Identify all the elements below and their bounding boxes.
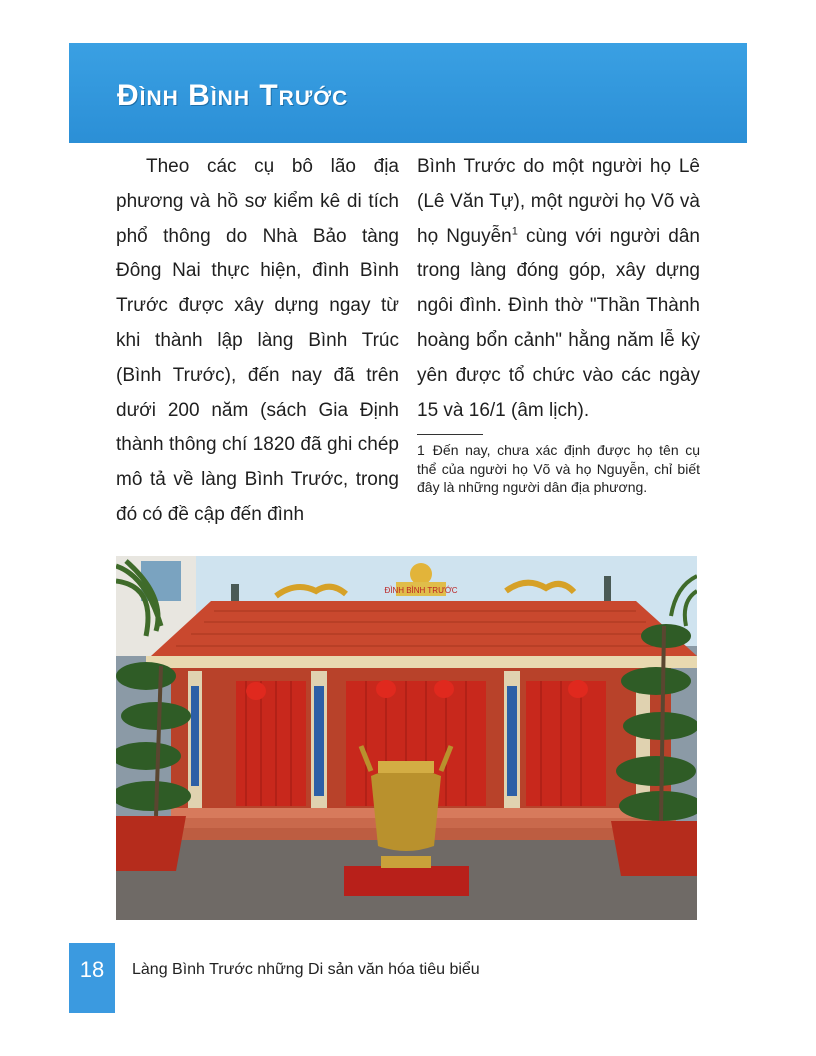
book-subtitle: những Di sản văn hóa tiêu biểu <box>252 961 480 978</box>
title-banner <box>69 43 747 143</box>
right-column <box>417 150 700 497</box>
right-column-text-part1: Bình Trước do một người họ Lê (Lê Văn Tự), một người họ Võ và họ Nguyễn <box>417 156 700 247</box>
left-column-text: Theo các cụ bô lão địa phương và hồ sơ kiểm kê di tích phổ thông do Nhà Bảo tàng Đông Nai thực hiện, đình Bình Trước được xây dựng ngay từ khi thành lập làng Bình Trúc (Bình Trước), đến nay đã trên dưới 200 năm (sách Gia Định thành thông chí 1820 đã ghi chép mô tả về làng Bình Trước, trong đó có đề cập đến đình <box>116 156 399 525</box>
footnote-number: 1 <box>417 442 425 459</box>
temple-photo <box>116 556 697 920</box>
footnote-divider <box>417 434 483 435</box>
temple-sign: ĐÌNH BÌNH TRƯỚC <box>384 586 458 595</box>
left-column <box>116 150 399 533</box>
book-name: Làng Bình Trước <box>132 961 253 978</box>
page-number-box <box>69 943 115 1013</box>
footnote-text: Đến nay, chưa xác định được họ tên cụ thể của người họ Võ và họ Nguyễn, chỉ biết đây là những người dân địa phương. <box>417 442 700 496</box>
right-column-text-part2: cùng với người dân trong làng đóng góp, xây dựng ngôi đình. Đình thờ "Thần Thành hoàng bổn cảnh" hằng năm lễ kỳ yên được tổ chức vào các ngày 15 và 16/1 (âm lịch). <box>417 225 700 421</box>
running-footer <box>132 961 480 979</box>
right-column-text <box>417 150 700 428</box>
page-number: 18 <box>79 957 105 982</box>
footnote-marker: 1 <box>511 225 518 238</box>
temple-illustration <box>116 556 697 920</box>
page-title: Đình Bình Trước <box>117 79 349 112</box>
footnote <box>417 441 700 497</box>
